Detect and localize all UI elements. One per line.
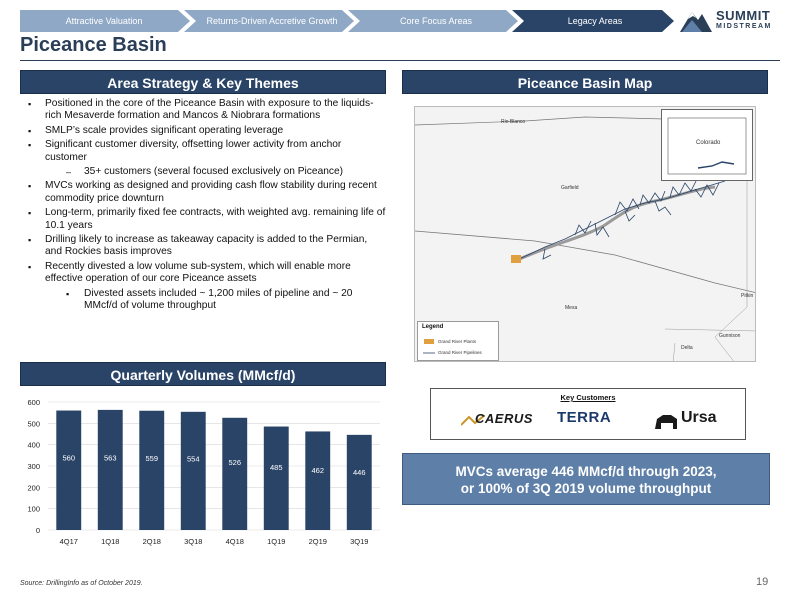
nav-tab-returns-driven-growth[interactable]: Returns-Driven Accretive Growth xyxy=(206,16,338,26)
strategy-bullet: – 35+ customers (several focused exclusively on Piceance) xyxy=(26,166,386,178)
map-label-garfield: Garfield xyxy=(561,185,579,191)
y-tick-label: 300 xyxy=(27,462,40,471)
callout-line-2: or 100% of 3Q 2019 volume throughput xyxy=(460,481,712,496)
map-heading: Piceance Basin Map xyxy=(402,70,768,94)
data-label: 526 xyxy=(228,457,242,467)
title-divider xyxy=(20,60,780,61)
x-tick-label: 2Q19 xyxy=(308,537,327,546)
piceance-basin-map xyxy=(414,106,756,362)
source-footnote: Source: DrillingInfo as of October 2019. xyxy=(20,580,143,587)
nav-tab-core-focus-areas[interactable]: Core Focus Areas xyxy=(399,16,473,26)
page-number: 19 xyxy=(756,576,769,588)
mountain-icon xyxy=(678,6,714,34)
quarterly-volumes-chart xyxy=(18,392,390,552)
mvc-callout xyxy=(402,453,770,505)
bar-1Q19 xyxy=(264,427,289,530)
logo-wordmark: SUMMIT xyxy=(716,8,771,23)
y-tick-label: 600 xyxy=(27,398,40,407)
bar-2Q18 xyxy=(139,411,164,530)
strategy-bullet-list xyxy=(26,98,386,315)
legend-title: Legend xyxy=(422,324,444,330)
x-tick-label: 2Q18 xyxy=(142,537,161,546)
y-tick-label: 400 xyxy=(27,440,40,450)
strategy-bullet: ▪ MVCs working as designed and providing cash flow stability during recent commodity price downturn xyxy=(26,180,386,205)
strategy-heading: Area Strategy & Key Themes xyxy=(20,70,386,94)
ursa-bear-icon xyxy=(653,411,679,431)
data-label: 563 xyxy=(103,453,117,463)
y-tick-label: 100 xyxy=(27,504,40,514)
strategy-bullet: ▪ Recently divested a low volume sub-system, which will enable more effective operation of our core Piceance assets xyxy=(26,261,386,286)
x-tick-label: 3Q19 xyxy=(350,537,369,546)
strategy-bullet: ▪ Positioned in the core of the Piceance Basin with exposure to the liquids-rich Mesaverde formation and Mancos & Niobrara formations xyxy=(26,98,386,123)
x-tick-label: 4Q18 xyxy=(225,537,244,546)
bar-3Q18 xyxy=(181,412,206,530)
bar-1Q18 xyxy=(98,410,123,530)
data-label: 446 xyxy=(352,467,366,477)
summit-midstream-logo xyxy=(678,6,778,36)
data-label: 462 xyxy=(311,465,325,475)
x-tick-label: 1Q19 xyxy=(267,537,286,546)
data-label: 559 xyxy=(145,453,159,463)
x-tick-label: 1Q18 xyxy=(101,537,120,546)
strategy-bullet: ▪ Significant customer diversity, offsetting lower activity from anchor customer xyxy=(26,139,386,164)
key-customers-title: Key Customers xyxy=(560,393,616,402)
legend-item-plants: Grand River Plants xyxy=(438,339,477,344)
map-label-gunnison: Gunnison xyxy=(719,333,741,339)
bar-4Q17 xyxy=(56,411,81,530)
volumes-heading: Quarterly Volumes (MMcf/d) xyxy=(20,362,386,386)
y-tick-label: 200 xyxy=(27,483,40,493)
logo-subtitle: MIDSTREAM xyxy=(716,23,772,30)
map-legend xyxy=(417,321,499,361)
bar-4Q18 xyxy=(222,418,247,530)
page-title: Piceance Basin xyxy=(20,34,167,56)
bar-2Q19 xyxy=(305,431,330,530)
strategy-bullet: ▪ Divested assets included ~ 1,200 miles of pipeline and ~ 20 MMcf/d of volume throughput xyxy=(26,288,386,313)
key-customers-box xyxy=(430,388,746,440)
data-label: 554 xyxy=(186,454,200,464)
x-tick-label: 3Q18 xyxy=(184,537,203,546)
callout-line-1: MVCs average 446 MMcf/d through 2023, xyxy=(455,464,717,479)
y-tick-label: 500 xyxy=(27,419,40,429)
plant-marker xyxy=(511,255,521,263)
legend-item-pipelines: Grand River Pipelines xyxy=(438,350,482,355)
bar-3Q19 xyxy=(347,435,372,530)
strategy-bullet: ▪ SMLP’s scale provides significant operating leverage xyxy=(26,125,386,137)
inset-label-colorado: Colorado xyxy=(696,140,721,146)
customer-logo-ursa: Ursa xyxy=(681,409,717,426)
nav-tab-attractive-valuation[interactable]: Attractive Valuation xyxy=(65,16,143,26)
customer-logo-caerus: CAERUS xyxy=(475,411,533,426)
x-tick-label: 4Q17 xyxy=(59,537,78,546)
map-label-mesa: Mesa xyxy=(565,305,578,311)
section-navigation xyxy=(20,10,674,32)
y-tick-label: 0 xyxy=(35,526,40,535)
nav-tab-legacy-areas[interactable]: Legacy Areas xyxy=(567,16,623,26)
map-label-pitkin: Pitkin xyxy=(741,293,754,299)
strategy-bullet: ▪ Drilling likely to increase as takeaway capacity is added to the Permian, and Rockies basis improves xyxy=(26,234,386,259)
map-label-delta: Delta xyxy=(681,345,693,351)
data-label: 485 xyxy=(269,462,283,472)
map-label-rio-blanco: Rio Blanco xyxy=(501,119,526,125)
customer-logo-terra: TERRA xyxy=(557,409,612,426)
colorado-inset-map xyxy=(661,109,753,181)
strategy-bullet: ▪ Long-term, primarily fixed fee contracts, with weighted avg. remaining life of 10.1 years xyxy=(26,207,386,232)
data-label: 560 xyxy=(62,453,76,463)
